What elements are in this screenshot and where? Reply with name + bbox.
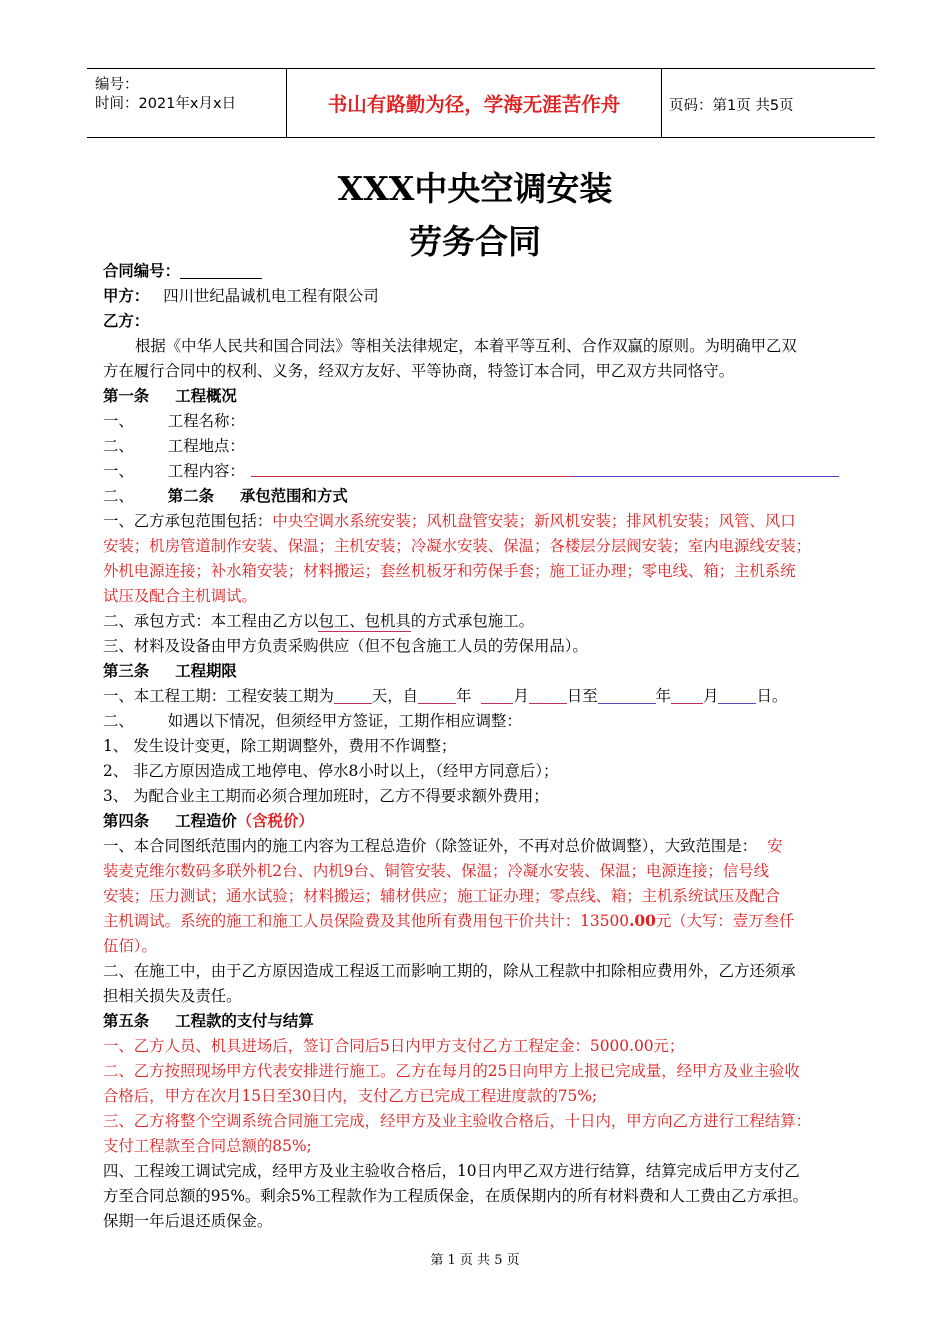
art4-line-1-text: 一、本合同图纸范围内的施工内容为工程总造价（除签证外，不再对总价做调整），大致范围是：	[103, 837, 758, 855]
header-page-info: 页码：第1页 共5页	[669, 98, 794, 114]
art3-duration-text-g: 月	[703, 687, 719, 705]
document-title-line2: 劳务合同	[409, 222, 541, 261]
article-2-title: 承包范围和方式	[239, 487, 348, 505]
intro-line-1: 根据《中华人民共和国合同法》等相关法律规定，本着平等互利、合作双赢的原则。为明确甲乙双	[135, 337, 797, 355]
article-4-note: （含税价）	[236, 812, 314, 830]
intro-line-2: 方在履行合同中的权利、义务，经双方友好、平等协商，特签订本合同，甲乙双方共同恪守。	[103, 362, 735, 380]
header-number-label: 编号：	[95, 77, 139, 93]
art2-materials-line: 三、材料及设备由甲方负责采购供应（但不包含施工人员的劳保用品）。	[103, 637, 588, 655]
art2-scope-line-1	[103, 511, 796, 531]
article-5-title: 工程款的支付与结算	[175, 1012, 314, 1030]
art5-line-5: 支付工程款至合同总额的85%;	[103, 1137, 312, 1155]
start-month-blank	[481, 688, 513, 704]
art4-line-4-a: 主机调试。系统的施工和施工人员保险费及其他所有费用包干价共计：13500	[103, 912, 630, 930]
art4-line-2: 装麦克维尔数码多联外机2台、内机9台、铜管安装、保温；冷凝水安装、保温；电源连接；信号线	[103, 862, 769, 880]
art5-line-3: 合格后，甲方在次月15日至30日内，支付乙方已完成工程进度款的75%;	[103, 1087, 598, 1105]
art2-method-suffix: 的方式承包施工。	[410, 612, 534, 630]
contract-number-label: 合同编号：	[103, 262, 180, 280]
art5-line-2: 二、乙方按照现场甲方代表安排进行施工。乙方在每月的25日向甲方上报已完成量，经甲方及业主验收	[103, 1062, 800, 1080]
art4-line-3: 安装；压力测试；通水试验；材料搬运；辅材供应；施工证办理；零点线、箱；主机系统试压及配合	[103, 887, 781, 905]
art2-scope-prefix: 一、乙方承包范围包括：	[103, 512, 273, 530]
art4-line-4-b: .00	[629, 912, 656, 930]
header-motto: 书山有路勤为径，学海无涯苦作舟	[286, 69, 662, 137]
end-day-blank	[718, 688, 756, 704]
art1-item-3-text: 工程内容：	[167, 462, 245, 480]
art4-line-1	[103, 836, 783, 856]
art3-item-2: 2、 非乙方原因造成工地停电、停水8小时以上，（经甲方同意后）；	[103, 762, 559, 780]
art2-method-line	[103, 611, 534, 632]
end-month-blank	[671, 688, 703, 704]
article-1-number: 第一条	[103, 387, 150, 405]
party-a-label: 甲方：	[103, 287, 150, 305]
art1-item-1-num: 一、	[103, 412, 134, 430]
art5-line-8: 保期一年后退还质保金。	[103, 1212, 273, 1230]
art3-duration-text-b: 天，自	[371, 687, 419, 705]
art4-line-6: 二、在施工中，由于乙方原因造成工程返工而影响工期的，除从工程款中扣除相应费用外，乙方还须承	[103, 962, 796, 980]
article-4-title: 工程造价	[175, 812, 237, 830]
art1-item-3	[103, 461, 245, 481]
art3-duration-line	[103, 686, 787, 706]
art3-item-3: 3、 为配合业主工期而必须合理加班时，乙方不得要求额外费用；	[103, 787, 549, 805]
work-content-blank-blue	[574, 476, 839, 477]
start-day-blank	[529, 688, 567, 704]
art2-scope-line-4: 试压及配合主机调试。	[103, 587, 257, 605]
art3-duration-text-e: 日至	[566, 687, 598, 705]
article-4-heading	[103, 811, 314, 831]
party-b-label: 乙方：	[103, 312, 150, 330]
art3-adjust-num: 二、	[103, 712, 134, 730]
article-5-number: 第五条	[103, 1012, 150, 1030]
article-2-num: 二、	[103, 487, 134, 505]
page-header-table	[87, 68, 875, 138]
header-left-cell	[87, 69, 286, 137]
article-1-title: 工程概况	[175, 387, 237, 405]
art1-item-1	[103, 411, 245, 431]
article-2-heading	[103, 486, 348, 506]
art2-method-prefix: 二、承包方式：本工程由乙方以	[103, 612, 319, 630]
article-3-title: 工程期限	[175, 662, 237, 680]
art4-line-5: 伍佰）。	[103, 937, 157, 955]
art3-duration-text-a: 一、本工程工期：工程安装工期为	[103, 687, 334, 705]
party-b-line	[103, 311, 149, 331]
art2-scope-line-2: 安装；机房管道制作安装、保温；主机安装；冷凝水安装、保温；各楼层分层阀安装；室内电源线安装；	[103, 537, 811, 555]
art1-item-2	[103, 436, 245, 456]
art3-item-1: 1、 发生设计变更，除工期调整外，费用不作调整；	[103, 737, 457, 755]
art5-line-6: 四、工程竣工调试完成，经甲方及业主验收合格后，10日内甲乙双方进行结算，结算完成后甲方支付乙	[103, 1162, 800, 1180]
party-a-value: 四川世纪晶诚机电工程有限公司	[163, 287, 379, 305]
article-3-number: 第三条	[103, 662, 150, 680]
art5-line-7: 方至合同总额的95%。剩余5%工程款作为工程质保金，在质保期内的所有材料费和人工费由乙方承担。	[103, 1187, 809, 1205]
art3-adjust-line	[103, 711, 522, 731]
contract-number-blank	[180, 262, 262, 279]
art3-duration-text-f: 年	[655, 687, 672, 705]
article-1-heading	[103, 386, 237, 406]
article-5-heading	[103, 1011, 314, 1031]
document-title-line1: XXX中央空调安装	[337, 169, 613, 208]
art3-duration-text-h: 日。	[756, 687, 788, 705]
article-3-heading	[103, 661, 237, 681]
art4-line-4-c: 元（大写：壹万叁仟	[655, 912, 795, 930]
work-content-blank-red	[251, 476, 574, 477]
days-blank	[334, 688, 372, 704]
art1-item-3-num: 一、	[103, 462, 134, 480]
art4-line-1-red: 安	[767, 837, 783, 855]
contract-number-line	[103, 261, 262, 281]
start-year-blank	[418, 688, 456, 704]
art4-line-7: 担相关损失及责任。	[103, 987, 242, 1005]
art1-item-1-text: 工程名称：	[167, 412, 245, 430]
art2-method-value: 包工、包机具	[318, 612, 411, 630]
art3-duration-text-d: 月	[513, 687, 529, 705]
art2-scope-line-3: 外机电源连接；补水箱安装；材料搬运；套丝机板牙和劳保手套；施工证办理；零电线、箱；主机系统	[103, 562, 796, 580]
page-footer: 第 1 页 共 5 页	[430, 1253, 520, 1268]
art1-item-2-text: 工程地点：	[167, 437, 245, 455]
art4-line-4	[103, 911, 794, 931]
art1-item-2-num: 二、	[103, 437, 134, 455]
art3-duration-text-c: 年	[456, 687, 472, 705]
art3-adjust-text: 如遇以下情况，但须经甲方签证，工期作相应调整：	[167, 712, 522, 730]
article-2-number: 第二条	[167, 487, 214, 505]
end-year-blank	[598, 688, 656, 704]
article-4-number: 第四条	[103, 812, 150, 830]
header-time-label: 时间：2021年x月x日	[95, 96, 237, 112]
art2-scope-text-1: 中央空调水系统安装；风机盘管安装；新风机安装；排风机安装；风管、风口	[272, 512, 796, 530]
art5-line-4: 三、乙方将整个空调系统合同施工完成，经甲方及业主验收合格后，十日内，甲方向乙方进行工程结算：	[103, 1112, 811, 1130]
art5-line-1: 一、乙方人员、机具进场后，签订合同后5日内甲方支付乙方工程定金：5000.00元；	[103, 1037, 685, 1055]
party-a-line	[103, 286, 379, 306]
